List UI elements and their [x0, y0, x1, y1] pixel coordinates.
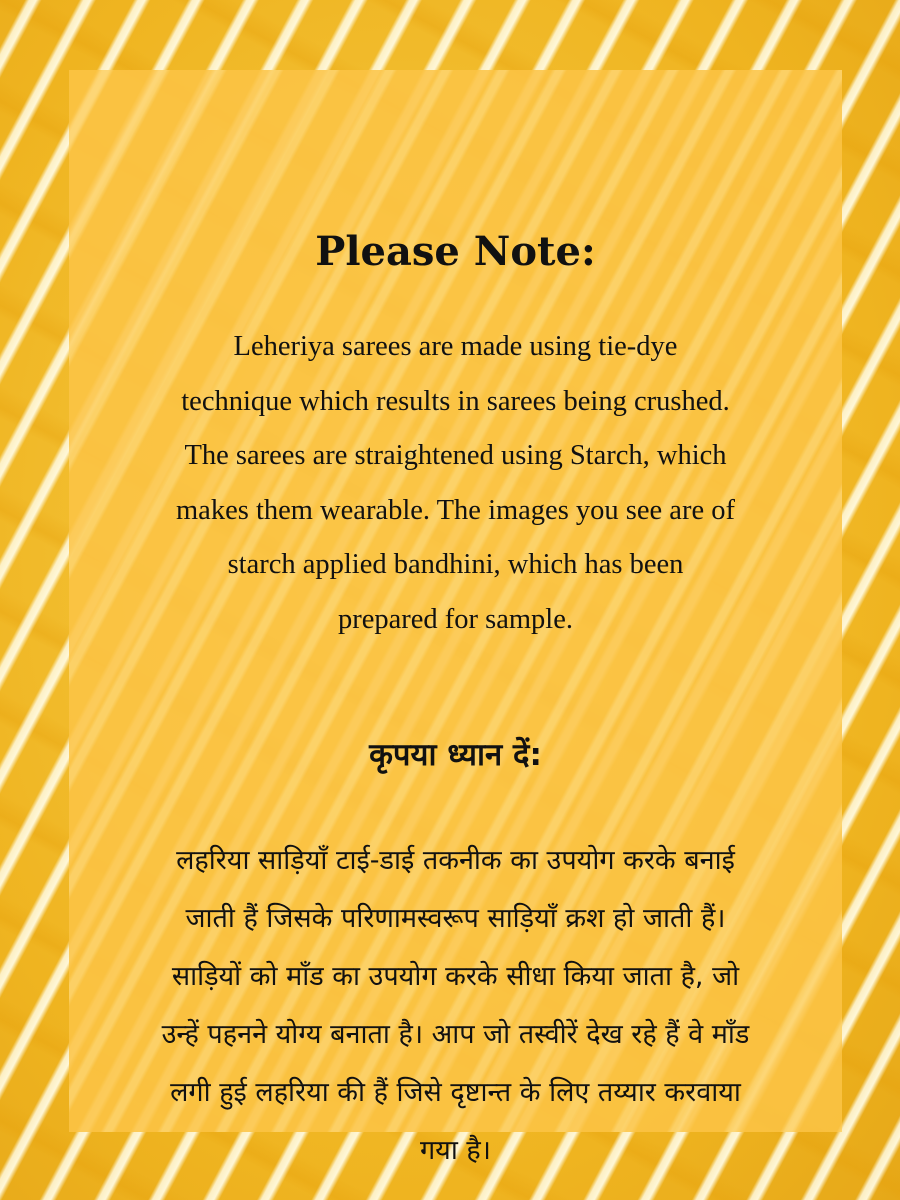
note-body-english: [91, 320, 820, 647]
hindi-line: लहरिया साड़ियाँ टाई-डाई तकनीक का उपयोग करके बनाई: [176, 845, 735, 876]
english-line: Leheriya sarees are made using tie-dye: [233, 331, 678, 362]
english-line: makes them wearable. The images you see are of: [176, 494, 735, 526]
hindi-line: साड़ियों को माँड का उपयोग करके सीधा किया जाता है, जो: [171, 961, 740, 992]
note-title-hindi: कृपया ध्यान दें:: [369, 737, 542, 773]
english-line: starch applied bandhini, which has been: [227, 549, 684, 580]
hindi-line: लगी हुई लहरिया की हैं जिसे दृष्टान्त के लिए तय्यार करवाया: [170, 1077, 741, 1108]
hindi-line: जाती हैं जिसके परिणामस्वरूप साड़ियाँ क्रश हो जाती हैं।: [185, 903, 726, 934]
note-title-english: Please Note:: [315, 228, 596, 275]
note-panel: [69, 70, 842, 1166]
hindi-line: गया है।: [419, 1135, 491, 1166]
english-line: technique which results in sarees being crushed.: [181, 385, 730, 417]
english-line: prepared for sample.: [337, 603, 573, 635]
note-body-hindi: [87, 832, 824, 1180]
english-line: The sarees are straightened using Starch, which: [184, 440, 727, 471]
hindi-line: उन्हें पहनने योग्य बनाता है। आप जो तस्वीरें देख रहे हैं वे माँड: [161, 1019, 750, 1050]
